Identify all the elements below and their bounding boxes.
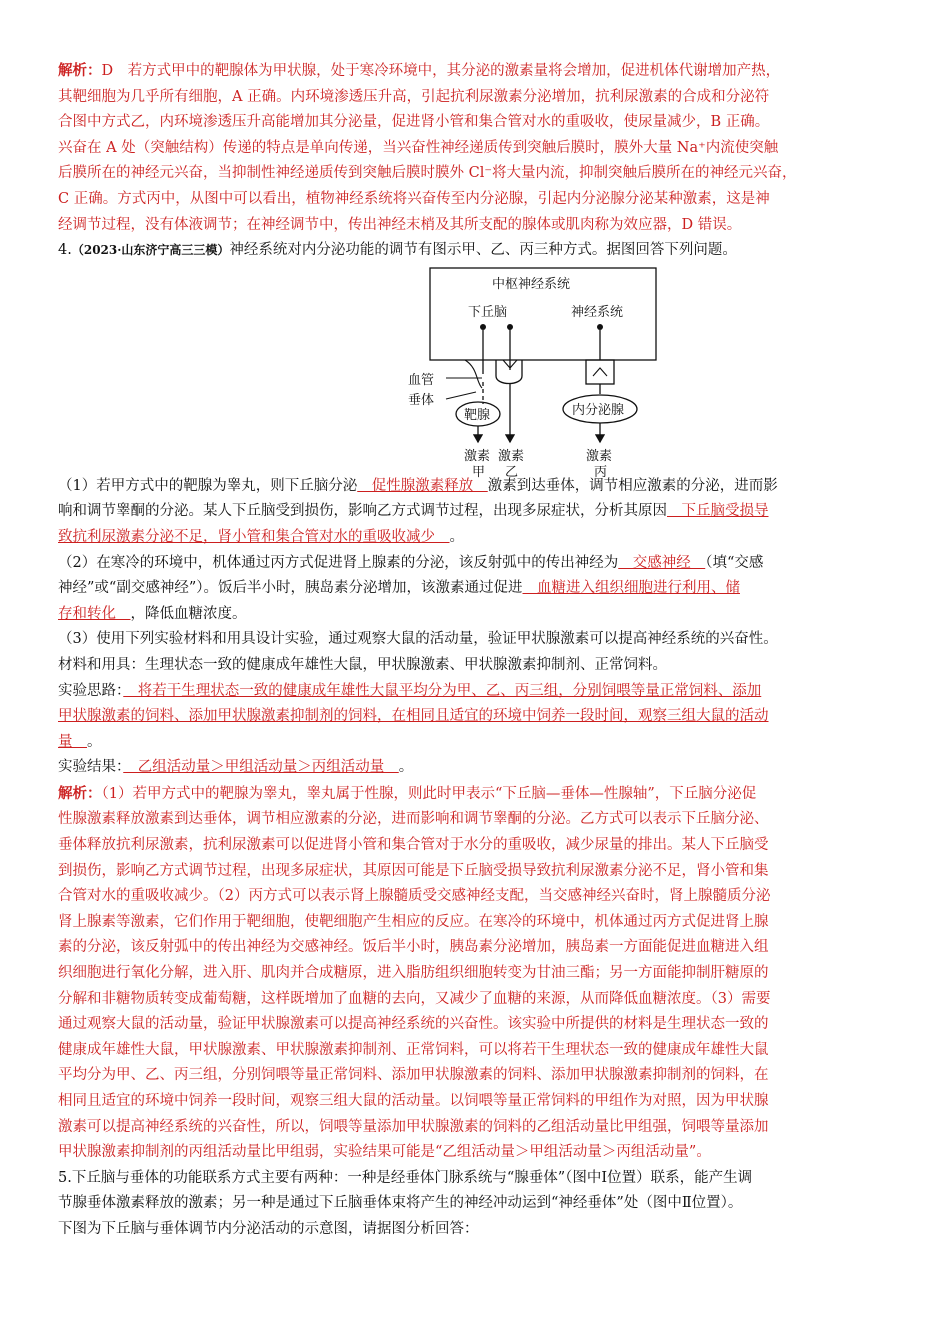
analysis-line: D 若方式甲中的靶腺体为甲状腺，处于寒冷环境中，其分泌的激素量将会增加，促进机体代谢增加产热，	[101, 63, 781, 79]
answer-blank: 将若干生理状态一致的健康成年雄性大鼠平均分为甲、乙、丙三组，分别饲喂等量正常饲料、添加	[123, 682, 762, 699]
analysis-line: 合图中方式乙，内环境渗透压升高能增加其分泌量，促进肾小管和集合管对水的重吸收，使尿量减少，B 正确。	[58, 114, 770, 131]
q4-stem-text: 神经系统对内分泌功能的调节有图示甲、乙、丙三种方式。据图回答下列问题。	[229, 242, 737, 259]
neuron-body-yi	[507, 324, 513, 330]
q4-part1: （1）若甲方式中的靶腺为睾丸，则下丘脑分泌 促性腺激素释放 激素到达垂体，调节相应激素的分泌，进而影 响和调节睾酮的分泌。某人下丘脑受到损伤，影响乙方式调节过程，出现多尿症状，分析其原因 下丘脑受损导 致抗利尿激素分泌不足，肾小管和集合管对水的重吸收减少 。	[58, 477, 778, 545]
hypothalamus-label: 下丘脑	[468, 304, 508, 320]
answer-blank: 致抗利尿激素分泌不足，肾小管和集合管对水的重吸收减少	[58, 528, 450, 545]
answer-blank: 交感神经	[618, 554, 706, 571]
hormone-label-jia: 激素	[464, 448, 491, 464]
answer-blank: 存和转化	[58, 605, 131, 622]
analysis-line: 其靶细胞为几乎所有细胞，A 正确。内环境渗透压升高，引起抗利尿激素分泌增加，抗利尿激素的合成和分泌符	[58, 88, 770, 105]
q5-stem: 5.下丘脑与垂体的功能联系方式主要有两种：一种是经垂体门脉系统与“腺垂体”（图中Ⅰ位置）联系，能产生调 节腺垂体激素释放的激素；另一种是通过下丘脑垂体束将产生的神经冲动运到“神经垂体”处（图中Ⅱ位置）。 下图为下丘脑与垂体调节内分泌活动的示意图，请据图分析回答：	[58, 1169, 753, 1237]
q4-part2: （2）在寒冷的环境中，机体通过丙方式促进肾上腺素的分泌，该反射弧中的传出神经为 交感神经 （填“交感 神经”或“副交感神经”）。饭后半小时，胰岛素分泌增加，该激素通过促进 血糖进入组织细胞进行利用、储 存和转化 ，降低血糖浓度。	[58, 554, 764, 622]
analysis-label: 解析：	[58, 62, 102, 79]
q4-stem	[58, 238, 890, 264]
answer-blank: 血糖进入组织细胞进行利用、储	[522, 580, 740, 597]
q4-figure	[58, 264, 890, 480]
pituitary-label: 垂体	[408, 392, 435, 408]
analysis-line: 后膜所在的神经元兴奋，当抑制性神经递质传到突触后膜时膜外 Cl⁻将大量内流，抑制突触后膜所在的神经元兴奋，	[58, 165, 797, 182]
nervous-system-label: 神经系统	[571, 304, 624, 320]
target-gland-label: 靶腺	[464, 407, 491, 423]
neuron-body-jia	[480, 324, 486, 330]
q4-source: （2023·山东济宁高三三模）	[71, 243, 230, 258]
regulation-diagram	[350, 264, 670, 480]
cns-label: 中枢神经系统	[492, 276, 571, 292]
answer-blank: 下丘脑受损导	[667, 503, 769, 520]
analysis-line: 兴奋在 A 处（突触结构）传递的特点是单向传递，当兴奋性神经递质传到突触后膜时，膜外大量 Na⁺内流使突触	[58, 139, 779, 156]
neuron-body-bing	[597, 324, 603, 330]
label-jia: 甲	[472, 464, 486, 480]
endocrine-gland-label: 内分泌腺	[572, 402, 625, 418]
hormone-label-yi: 激素	[498, 448, 525, 464]
label-yi: 乙	[505, 464, 519, 480]
analysis-line: 经调节过程，没有体液调节；在神经调节中，传出神经末梢及其所支配的腺体或肌肉称为效应器，D 错误。	[58, 216, 742, 233]
synapse-box	[586, 360, 614, 384]
q3-analysis	[58, 58, 890, 238]
document-page	[58, 58, 890, 1243]
blood-vessel-line	[465, 360, 482, 388]
q4-part3: （3）使用下列实验材料和用具设计实验，通过观察大鼠的活动量，验证甲状腺激素可以提高神经系统的兴奋性。 材料和用具：生理状态一致的健康成年雄性大鼠，甲状腺激素、甲状腺激素抑制剂、正常饲料。 实验思路： 将若干生理状态一致的健康成年雄性大鼠平均分为甲、乙、丙三组，分别饲喂等量正常饲料、添加 甲状腺激素的饲料、添加甲状腺激素抑制剂的饲料，在相同且适宜的环境中饲养一段时间，观察三组大鼠的活动 量 。 实验结果： 乙组活动量＞甲组活动量＞丙组活动量 。	[58, 631, 778, 776]
analysis-label: 解析：	[58, 784, 102, 802]
answer-blank: 量	[58, 733, 87, 750]
pituitary-shape	[496, 360, 522, 384]
answer-blank: 乙组活动量＞甲组活动量＞丙组活动量	[123, 759, 399, 776]
answer-blank: 甲状腺激素的饲料、添加甲状腺激素抑制剂的饲料，在相同且适宜的环境中饲养一段时间，观察三组大鼠的活动	[58, 708, 769, 725]
q4-analysis: 解析：（1）若甲方式中的靶腺为睾丸，睾丸属于性腺，则此时甲表示“下丘脑—垂体—性腺轴”，下丘脑分泌促 性腺激素释放激素到达垂体，调节相应激素的分泌，进而影响和调节睾酮的分泌。乙方式可以表示下丘脑分泌、 垂体释放抗利尿激素，抗利尿激素可以促进肾小管和集合管对于水分的重吸收，减少尿量的排出。某人下丘脑受 到损伤，影响乙方式调节过程，出现多尿症状，其原因可能是下丘脑受损导致抗利尿激素分泌不足，肾小管和集 合管对水的重吸收减少。（2）丙方式可以表示肾上腺髓质受交感神经支配，当交感神经兴奋时，肾上腺髓质分泌 肾上腺素等激素，它们作用于靶细胞，使靶细胞产生相应的反应。在寒冷的环境中，机体通过丙方式促进肾上腺 素的分泌，该反射弧中的传出神经为交感神经。饭后半小时，胰岛素分泌增加，胰岛素一方面能促进血糖进入组 织细胞进行氧化分解，进入肝、肌肉并合成糖原，进入脂肪组织细胞转变为甘油三酯；另一方面能抑制肝糖原的 分解和非糖物质转变成葡萄糖，这样既增加了血糖的去向，又减少了血糖的来源，从而降低血糖浓度。（3）需要 通过观察大鼠的活动量，验证甲状腺激素可以提高神经系统的兴奋性。该实验中所提供的材料是生理状态一致的 健康成年雄性大鼠，甲状腺激素、甲状腺激素抑制剂、正常饲料，可以将若干生理状态一致的健康成年雄性大鼠 平均分为甲、乙、丙三组，分别饲喂等量正常饲料、添加甲状腺激素的饲料、添加甲状腺激素抑制剂的饲料，在 相同且适宜的环境中饲养一段时间，观察三组大鼠的活动量。以饲喂等量正常饲料的甲组作为对照，因为甲状腺 激素可以提高神经系统的兴奋性，所以，饲喂等量添加甲状腺激素的饲料的乙组活动量比甲组强，饲喂等量添加 甲状腺激素抑制剂的丙组活动量比甲组弱，实验结果可能是“乙组活动量＞甲组活动量＞丙组活动量”。	[58, 784, 771, 1161]
analysis-line: C 正确。方式丙中，从图中可以看出，植物神经系统将兴奋传至内分泌腺，引起内分泌腺分泌某种激素，这是神	[58, 190, 770, 207]
q4-number: 4.	[58, 242, 72, 259]
answer-blank: 促性腺激素释放	[357, 477, 488, 494]
hormone-label-bing: 激素	[586, 448, 613, 464]
label-bing: 丙	[594, 464, 608, 480]
blood-vessel-label: 血管	[408, 372, 435, 388]
